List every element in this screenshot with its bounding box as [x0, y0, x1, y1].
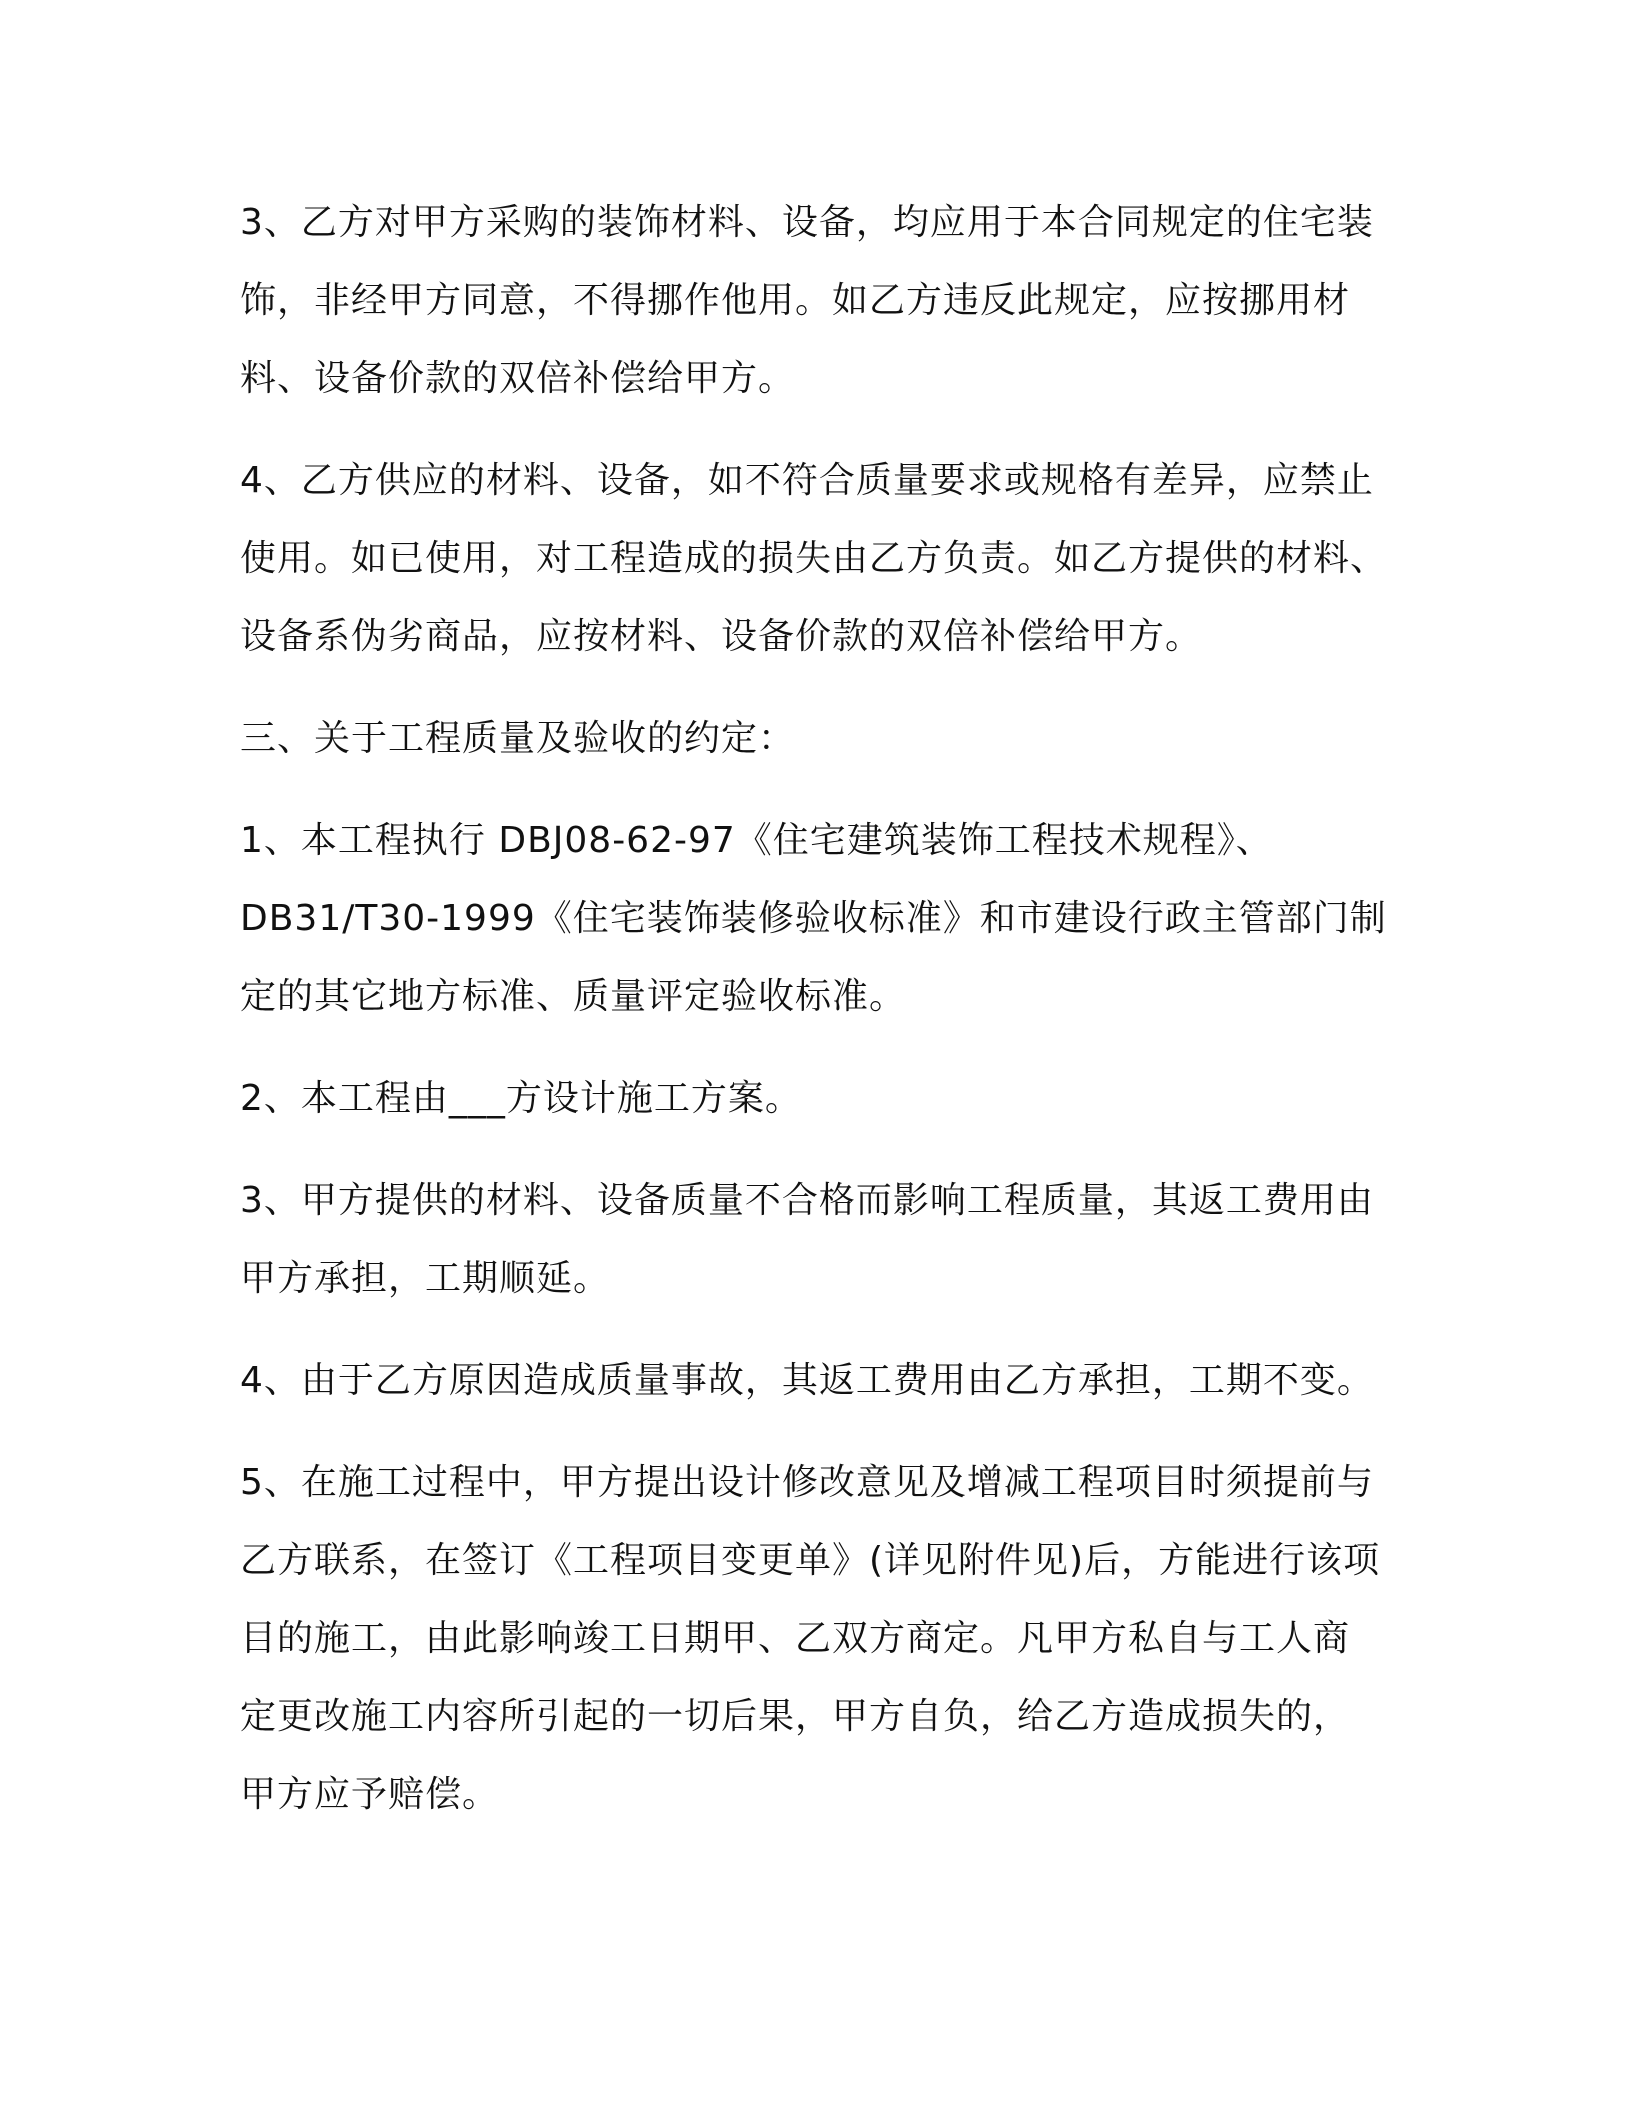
- section-heading: [240, 700, 1392, 778]
- paragraph-line: 乙方联系，在签订《工程项目变更单》(详见附件见)后，方能进行该项: [240, 1540, 1381, 1581]
- paragraph-line: 设备系伪劣商品，应按材料、设备价款的双倍补偿给甲方。: [240, 616, 1203, 657]
- paragraph-line: 5、在施工过程中，甲方提出设计修改意见及增减工程项目时须提前与: [240, 1462, 1374, 1503]
- paragraph-line: 使用。如已使用，对工程造成的损失由乙方负责。如乙方提供的材料、: [240, 538, 1388, 579]
- paragraph-line: 定的其它地方标准、质量评定验收标准。: [240, 976, 907, 1017]
- paragraph-line: 2、本工程由___方设计施工方案。: [240, 1078, 802, 1119]
- paragraph-line: 4、由于乙方原因造成质量事故，其返工费用由乙方承担，工期不变。: [240, 1360, 1374, 1401]
- clause-paragraph: [240, 1060, 1392, 1138]
- clause-paragraph: [240, 1444, 1392, 1834]
- clause-paragraph: [240, 1342, 1392, 1420]
- clause-paragraph: [240, 184, 1392, 418]
- paragraph-line: 4、乙方供应的材料、设备，如不符合质量要求或规格有差异，应禁止: [240, 460, 1374, 501]
- paragraph-line: 3、甲方提供的材料、设备质量不合格而影响工程质量，其返工费用由: [240, 1180, 1374, 1221]
- paragraph-line: 甲方承担，工期顺延。: [240, 1258, 611, 1299]
- paragraph-line: DB31/T30-1999《住宅装饰装修验收标准》和市建设行政主管部门制: [240, 898, 1387, 939]
- paragraph-line: 定更改施工内容所引起的一切后果，甲方自负，给乙方造成损失的，: [240, 1696, 1351, 1737]
- paragraph-line: 料、设备价款的双倍补偿给甲方。: [240, 358, 796, 399]
- paragraph-line: 饰，非经甲方同意，不得挪作他用。如乙方违反此规定，应按挪用材: [240, 280, 1351, 321]
- paragraph-line: 1、本工程执行 DBJ08-62-97《住宅建筑装饰工程技术规程》、: [240, 820, 1273, 861]
- document-body: [240, 184, 1392, 1858]
- paragraph-line: 三、关于工程质量及验收的约定：: [240, 718, 796, 759]
- clause-paragraph: [240, 442, 1392, 676]
- paragraph-line: 目的施工，由此影响竣工日期甲、乙双方商定。凡甲方私自与工人商: [240, 1618, 1351, 1659]
- paragraph-line: 甲方应予赔偿。: [240, 1774, 500, 1815]
- clause-paragraph: [240, 1162, 1392, 1318]
- paragraph-line: 3、乙方对甲方采购的装饰材料、设备，均应用于本合同规定的住宅装: [240, 202, 1374, 243]
- clause-paragraph: [240, 802, 1392, 1036]
